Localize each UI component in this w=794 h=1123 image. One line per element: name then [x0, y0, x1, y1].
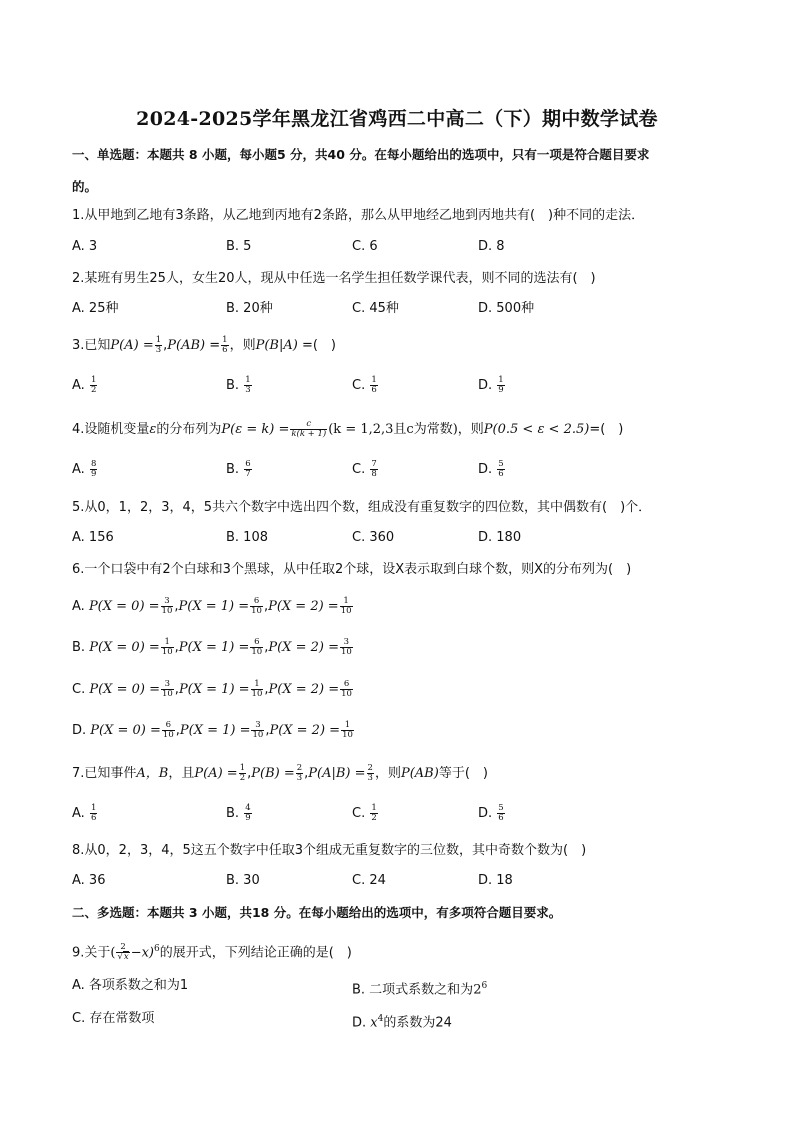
- q5-option-a[interactable]: A. 156: [72, 530, 114, 545]
- question-7-options: [72, 804, 752, 826]
- q4-mid2: ，则: [457, 422, 484, 437]
- section-2-header: [72, 904, 561, 922]
- q4-frac: $\frac{c}{k(k + 1)}$: [291, 419, 327, 439]
- q7-events: A，B: [136, 766, 169, 781]
- q3-suffix: =( ): [301, 338, 337, 353]
- q7-option-b[interactable]: B. $\frac{4}{9}$: [226, 803, 251, 823]
- q7-pab: P(A|B) =: [308, 766, 366, 781]
- section-1-intro-b: 小题，每小题: [201, 147, 277, 162]
- q3-pab: P(AB): [167, 338, 206, 353]
- section-2-number: 二、多选题：: [72, 905, 148, 920]
- q9-option-c[interactable]: C. 存在常数项: [72, 1011, 155, 1026]
- q3-option-d[interactable]: D. $\frac{1}{9}$: [478, 375, 504, 395]
- q9-suffix: 的展开式，下列结论正确的是( ): [159, 945, 352, 961]
- q4-option-c[interactable]: C. $\frac{7}{8}$: [352, 459, 377, 479]
- q8-option-d[interactable]: D. 18: [478, 873, 513, 888]
- question-7-stem: 7.已知事件A，B，且P(A) = $\frac{1}{2}$ ,P(B) = $\frac{2}{3}$ ,P(A|B) = $\frac{2}{3}$ ，则P(AB)等于( ): [72, 763, 488, 783]
- q4-var: ε: [149, 422, 157, 437]
- question-6-stem: 6.一个口袋中有2个白球和3个黑球，从中任取2个球，设X表示取到白球个数，则X的分布列为( ): [72, 562, 632, 577]
- q9-option-d[interactable]: D. $x^4$的系数为24: [352, 1014, 452, 1031]
- q3-pa: P(A): [110, 338, 139, 353]
- question-2-options: [72, 299, 752, 321]
- section-1-total: 40: [327, 147, 345, 162]
- q7-mid1: ，且: [168, 766, 195, 781]
- question-3-options: [72, 376, 752, 398]
- q4-eq: =: [278, 422, 290, 437]
- q6-option-d[interactable]: D. P(X = 0) = $\frac{6}{10}$ ,P(X = 1) = $\frac{3}{10}$ ,P(X = 2) = $\frac{1}{10}$: [72, 720, 353, 740]
- q9-power: 6: [154, 944, 160, 954]
- question-2-stem: 2.某班有男生25人，女生20人，现从中任选一名学生担任数学课代表，则不同的选法有( ): [72, 271, 596, 286]
- q7-pa: P(A) =: [194, 766, 238, 781]
- section-1-intro-wrap: 的。: [72, 179, 98, 194]
- q3-eq: =: [142, 338, 154, 353]
- q3-option-c[interactable]: C. $\frac{1}{6}$: [352, 375, 377, 395]
- q4-prob: P(0.5 < ε < 2.5): [483, 422, 590, 437]
- q4-cond: (k = 1,2,3且c为常数): [328, 422, 458, 437]
- section-1-intro-c: 分，共: [290, 147, 328, 162]
- q6-option-b[interactable]: B. P(X = 0) = $\frac{1}{10}$ ,P(X = 1) = $\frac{6}{10}$ ,P(X = 2) = $\frac{3}{10}$: [72, 637, 352, 657]
- q8-option-b[interactable]: B. 30: [226, 873, 260, 888]
- question-4-stem: [72, 420, 623, 439]
- question-5-stem: 5.从0，1，2，3，4，5共六个数字中选出四个数，组成没有重复数字的四位数，其中偶数有( )个．: [72, 500, 652, 515]
- q3-frac-2: $\frac{1}{6}$: [222, 335, 228, 355]
- question-9-stem: 9.关于( $\frac{2}{√x}$ −x)$^6$的展开式，下列结论正确的是( ): [72, 942, 352, 963]
- q7-mid2: ，则: [374, 766, 401, 781]
- question-1-options: [72, 237, 752, 259]
- q7-option-a[interactable]: A. $\frac{1}{6}$: [72, 803, 97, 823]
- q2-option-c[interactable]: C. 45种: [352, 301, 399, 316]
- q3-prefix: 3.已知: [72, 338, 111, 353]
- q1-option-c[interactable]: C. 6: [352, 239, 378, 254]
- section-2-total: 18: [251, 905, 270, 920]
- q5-option-d[interactable]: D. 180: [478, 530, 522, 545]
- q8-option-a[interactable]: A. 36: [72, 873, 106, 888]
- q3-option-a[interactable]: A. $\frac{1}{2}$: [72, 375, 97, 395]
- q9-minus: −x): [130, 945, 154, 961]
- section-2-intro-c: 分。在每小题给出的选项中，有多项符合题目要求。: [273, 905, 562, 920]
- q4-suffix: =( ): [589, 422, 624, 437]
- section-1-intro: 本题共: [147, 147, 185, 162]
- exam-title: 2024-2025学年黑龙江省鸡西二中高二（下）期中数学试卷: [136, 108, 658, 130]
- question-3-stem: 3.已知P(A) = $\frac{1}{3}$ ,P(AB) = $\frac{1}{6}$ ，则P(B|A) =( ): [72, 335, 337, 355]
- section-2-intro-b: 小题，共: [201, 905, 252, 920]
- q3-frac-1: $\frac{1}{3}$: [155, 335, 162, 355]
- q2-option-a[interactable]: A. 25种: [72, 301, 119, 316]
- q3-mid: ，则: [229, 338, 256, 353]
- q7-option-d[interactable]: D. $\frac{5}{6}$: [478, 803, 504, 823]
- q9-frac: $\frac{2}{√x}$: [117, 942, 129, 963]
- q4-mid1: 的分布列为: [156, 422, 222, 437]
- q6-option-a[interactable]: A. P(X = 0) = $\frac{3}{10}$ ,P(X = 1) = $\frac{6}{10}$ ,P(X = 2) = $\frac{1}{10}$: [72, 596, 352, 616]
- question-5-options: [72, 528, 752, 550]
- section-1-number: 一、单选题：: [72, 147, 148, 162]
- q1-option-b[interactable]: B. 5: [226, 239, 252, 254]
- section-1-points-each: 5: [276, 147, 286, 162]
- q7-target: P(AB): [400, 766, 439, 781]
- section-1-intro-d: 分。在每小题给出的选项中，只有一项是符合题目要求: [349, 147, 650, 162]
- q1-option-d[interactable]: D. 8: [478, 239, 505, 254]
- q2-option-b[interactable]: B. 20种: [226, 301, 273, 316]
- section-2-intro: 本题共: [147, 905, 185, 920]
- question-1-stem: 1.从甲地到乙地有3条路，从乙地到丙地有2条路，那么从甲地经乙地到丙地共有( )种不同的走法．: [72, 208, 645, 223]
- q8-option-c[interactable]: C. 24: [352, 873, 386, 888]
- q9-option-a[interactable]: A. 各项系数之和为1: [72, 978, 189, 993]
- q6-option-c[interactable]: C. P(X = 0) = $\frac{3}{10}$ ,P(X = 1) = $\frac{1}{10}$ ,P(X = 2) = $\frac{6}{10}$: [72, 679, 352, 699]
- question-4-options: [72, 460, 752, 482]
- q7-pb: P(B) =: [251, 766, 295, 781]
- q4-pe: P(ε = k): [221, 422, 275, 437]
- q9-prefix: 9.关于: [72, 945, 111, 961]
- q5-option-b[interactable]: B. 108: [226, 530, 268, 545]
- q3-pba: P(B|A): [255, 338, 298, 353]
- q3-option-b[interactable]: B. $\frac{1}{3}$: [226, 375, 251, 395]
- q4-option-d[interactable]: D. $\frac{5}{6}$: [478, 459, 504, 479]
- section-2-count: 3: [188, 905, 198, 920]
- section-1-count: 8: [188, 147, 198, 162]
- q4-prefix: 4.设随机变量: [72, 422, 150, 437]
- q7-suffix: 等于( ): [438, 766, 488, 781]
- question-8-stem: 8.从0，2，3，4，5这五个数字中任取3个组成无重复数字的三位数，其中奇数个数为( ): [72, 843, 587, 858]
- q5-option-c[interactable]: C. 360: [352, 530, 395, 545]
- q4-option-a[interactable]: A. $\frac{8}{9}$: [72, 459, 97, 479]
- q2-option-d[interactable]: D. 500种: [478, 301, 535, 316]
- q7-option-c[interactable]: C. $\frac{1}{2}$: [352, 803, 377, 823]
- section-1-header: [72, 146, 649, 164]
- q1-option-a[interactable]: A. 3: [72, 239, 98, 254]
- q9-option-b[interactable]: B. 二项式系数之和为$2^6$: [352, 981, 488, 998]
- question-8-options: [72, 871, 752, 893]
- section-1-header-wrap: [72, 178, 97, 196]
- q4-option-b[interactable]: B. $\frac{6}{7}$: [226, 459, 251, 479]
- q7-prefix: 7.已知事件: [72, 766, 137, 781]
